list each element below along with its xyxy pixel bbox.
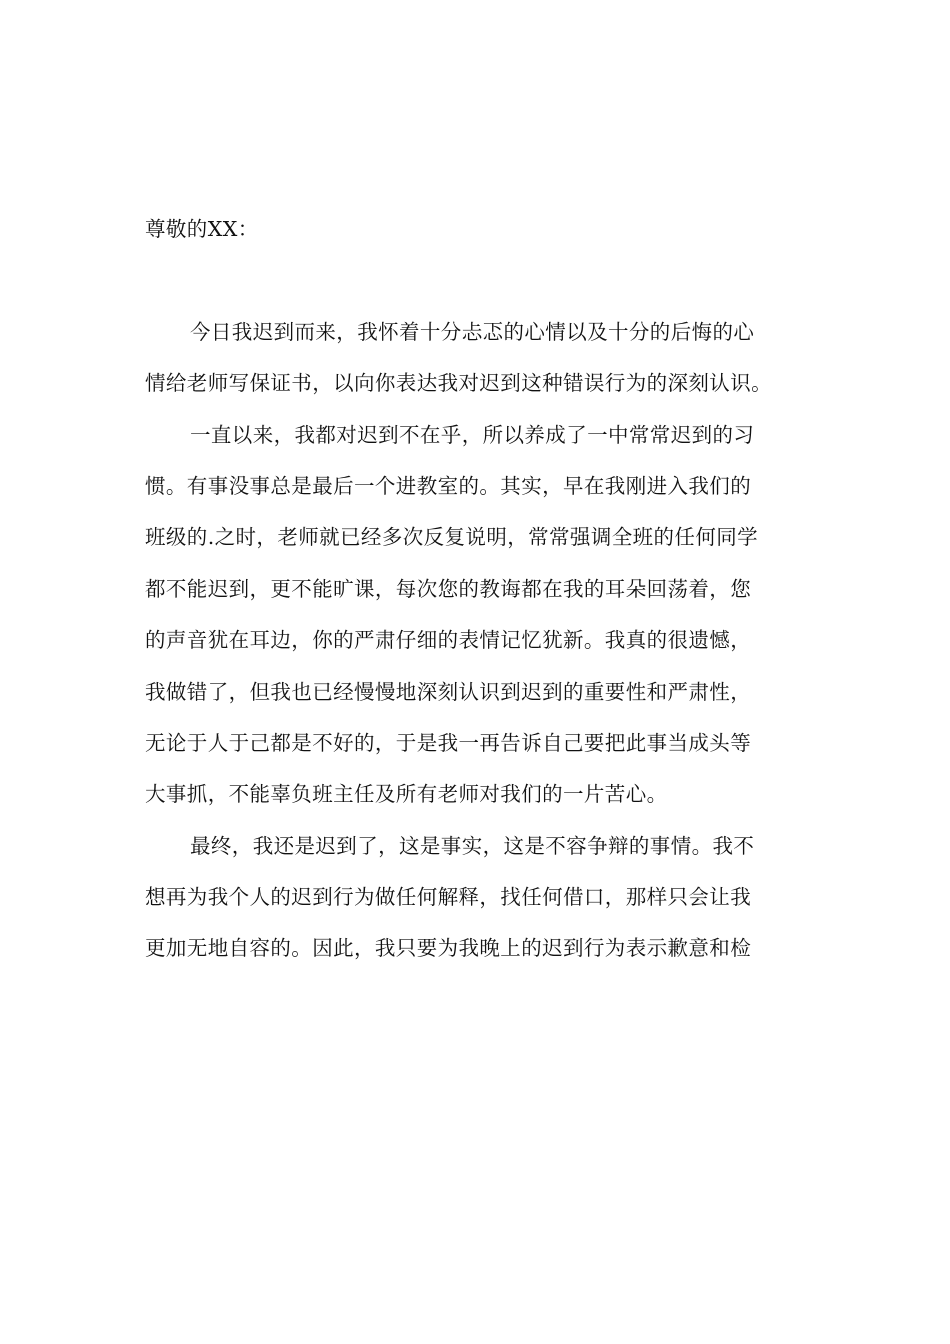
- paragraph-2-line-2: 惯。有事没事总是最后一个进教室的。其实，早在我刚进入我们的: [145, 473, 752, 498]
- paragraph-2-line-8: 大事抓，不能辜负班主任及所有老师对我们的一片苦心。: [145, 782, 668, 807]
- paragraph-1-line-2: 情给老师写保证书，以向你表达我对迟到这种错误行为的深刻认识。: [145, 371, 772, 396]
- paragraph-1-line-1: 今日我迟到而来，我怀着十分忐忑的心情以及十分的后悔的心: [190, 319, 755, 344]
- letter-body: [145, 204, 807, 975]
- paragraph-2-line-3: 班级的.之时，老师就已经多次反复说明，常常强调全班的任何同学: [145, 525, 759, 550]
- salutation: 尊敬的XX：: [145, 217, 259, 241]
- paragraph-3-line-1: 最终，我还是迟到了，这是事实，这是不容争辩的事情。我不: [190, 833, 755, 858]
- paragraph-2-line-1: 一直以来，我都对迟到不在乎，所以养成了一中常常迟到的习: [190, 422, 755, 447]
- paragraph-2-line-6: 我做错了，但我也已经慢慢地深刻认识到迟到的重要性和严肃性，: [145, 679, 752, 704]
- paragraph-2-line-5: 的声音犹在耳边，你的严肃仔细的表情记忆犹新。我真的很遗憾，: [145, 628, 752, 653]
- paragraph-2-line-4: 都不能迟到，更不能旷课，每次您的教诲都在我的耳朵回荡着，您: [145, 576, 752, 601]
- spacer-line: [145, 255, 807, 306]
- paragraph-3-line-2: 想再为我个人的迟到行为做任何解释，找任何借口，那样只会让我: [145, 885, 752, 910]
- paragraph-2-line-7: 无论于人于己都是不好的，于是我一再告诉自己要把此事当成头等: [145, 730, 752, 755]
- paragraph-3-line-3: 更加无地自容的。因此，我只要为我晚上的迟到行为表示歉意和检: [145, 936, 752, 961]
